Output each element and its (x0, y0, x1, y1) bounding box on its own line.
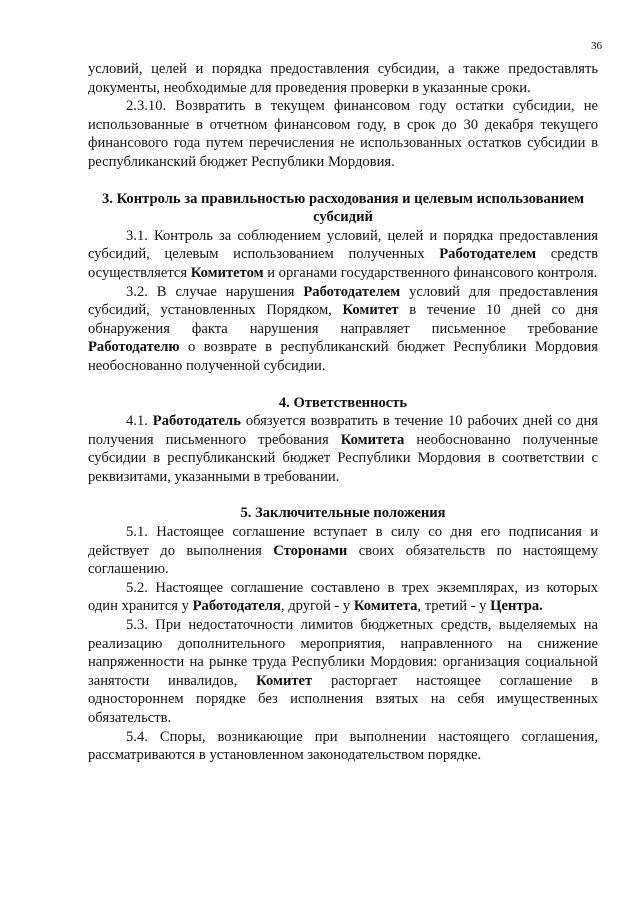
bold-term: Комитет (256, 672, 313, 689)
bold-term: Работодатель (152, 413, 241, 430)
spacer (88, 172, 598, 190)
text-run: 3.2. В случае нарушения (126, 283, 304, 300)
page-number: 36 (591, 40, 602, 52)
paragraph-5-2 (88, 579, 598, 616)
bold-term: Комитета (353, 598, 418, 615)
section-5-heading: 5. Заключительные положения (240, 505, 446, 522)
paragraph-4-1 (88, 412, 598, 486)
section-4-heading: 4. Ответственность (278, 394, 408, 411)
text-run: необоснованно полученные субсидии в республиканский бюджет Республики Мордовия в соответствии с реквизитами, указанными в требовании. (88, 431, 599, 485)
text-run: 5.1. Настоящее соглашение вступает в силу со дня его подписания и действует до выполнения (88, 524, 598, 559)
text-run: средств осуществляется (88, 246, 598, 281)
text-run: 5.3. При недостаточности лимитов бюджетных средств, выделяемых на реализацию дополнительного мероприятия, направленного на снижение напряженности на рынке труда Республики Мордовия: организация социальной занятости инвалидов, (88, 617, 598, 689)
text-run: 3.1. Контроль за соблюдением условий, целей и порядка предоставления субсидий, целевым использованием полученных (88, 227, 598, 263)
text-run: 5.2. Настоящее соглашение составлено в трех экземплярах, из которых один хранится у (88, 579, 598, 615)
text-run: , третий - у (417, 598, 491, 615)
paragraph-5-1 (88, 523, 598, 579)
spacer (88, 486, 598, 504)
text-run: о возврате в республиканский бюджет Республики Мордовия необоснованно полученной субсидии. (88, 339, 598, 374)
paragraph-5-3 (88, 616, 598, 728)
text-run: и органами государственного финансового контроля. (263, 264, 598, 281)
text-run: 4.1. (126, 413, 153, 430)
paragraph-3-2 (88, 283, 598, 376)
text-run: в течение 10 дней со дня обнаружения факта нарушения направляет письменное требование (88, 302, 598, 337)
paragraph-3-1 (88, 227, 598, 283)
bold-term: Работодателем (439, 246, 537, 263)
bold-term: Центра. (490, 598, 543, 615)
bold-term: Комитета (340, 431, 405, 448)
bold-term: Комитет (342, 302, 399, 319)
document-body (88, 60, 598, 765)
spacer (88, 376, 598, 394)
paragraph-intro: условий, целей и порядка предоставления субсидии, а также предоставлять документы, необходимые для проведения проверки в указанные сроки. (88, 61, 598, 96)
bold-term: Работодателя (192, 598, 281, 615)
bold-term: Работодателем (303, 283, 401, 300)
section-3-heading: 3. Контроль за правильностью расходования и целевым использованием субсидий (101, 190, 585, 226)
text-run: , другой - у (280, 598, 354, 615)
bold-term: Работодателю (88, 339, 180, 356)
bold-term: Комитетом (190, 264, 264, 281)
paragraph-5-4: 5.4. Споры, возникающие при выполнении настоящего соглашения, рассматриваются в установленном законодательством порядке. (88, 728, 598, 764)
text-run: условий для предоставления субсидий, установленных Порядком, (88, 283, 598, 319)
text-run: обязуется возвратить в течение 10 рабочих дней со дня получения письменного требования (88, 413, 598, 448)
paragraph-2-3-10: 2.3.10. Возвратить в текущем финансовом году остатки субсидии, не использованные в отчетном финансовом году, в срок до 30 декабря текущего финансового года путем перечисления не использованных остатков субсидии в республиканский бюджет Республики Мордовия. (88, 98, 598, 170)
text-run: расторгает настоящее соглашение в одностороннем порядке без исполнения взятых на себя имущественных обязательств. (88, 672, 598, 726)
bold-term: Сторонами (273, 542, 348, 559)
text-run: своих обязательств по настоящему соглашению. (88, 542, 598, 578)
